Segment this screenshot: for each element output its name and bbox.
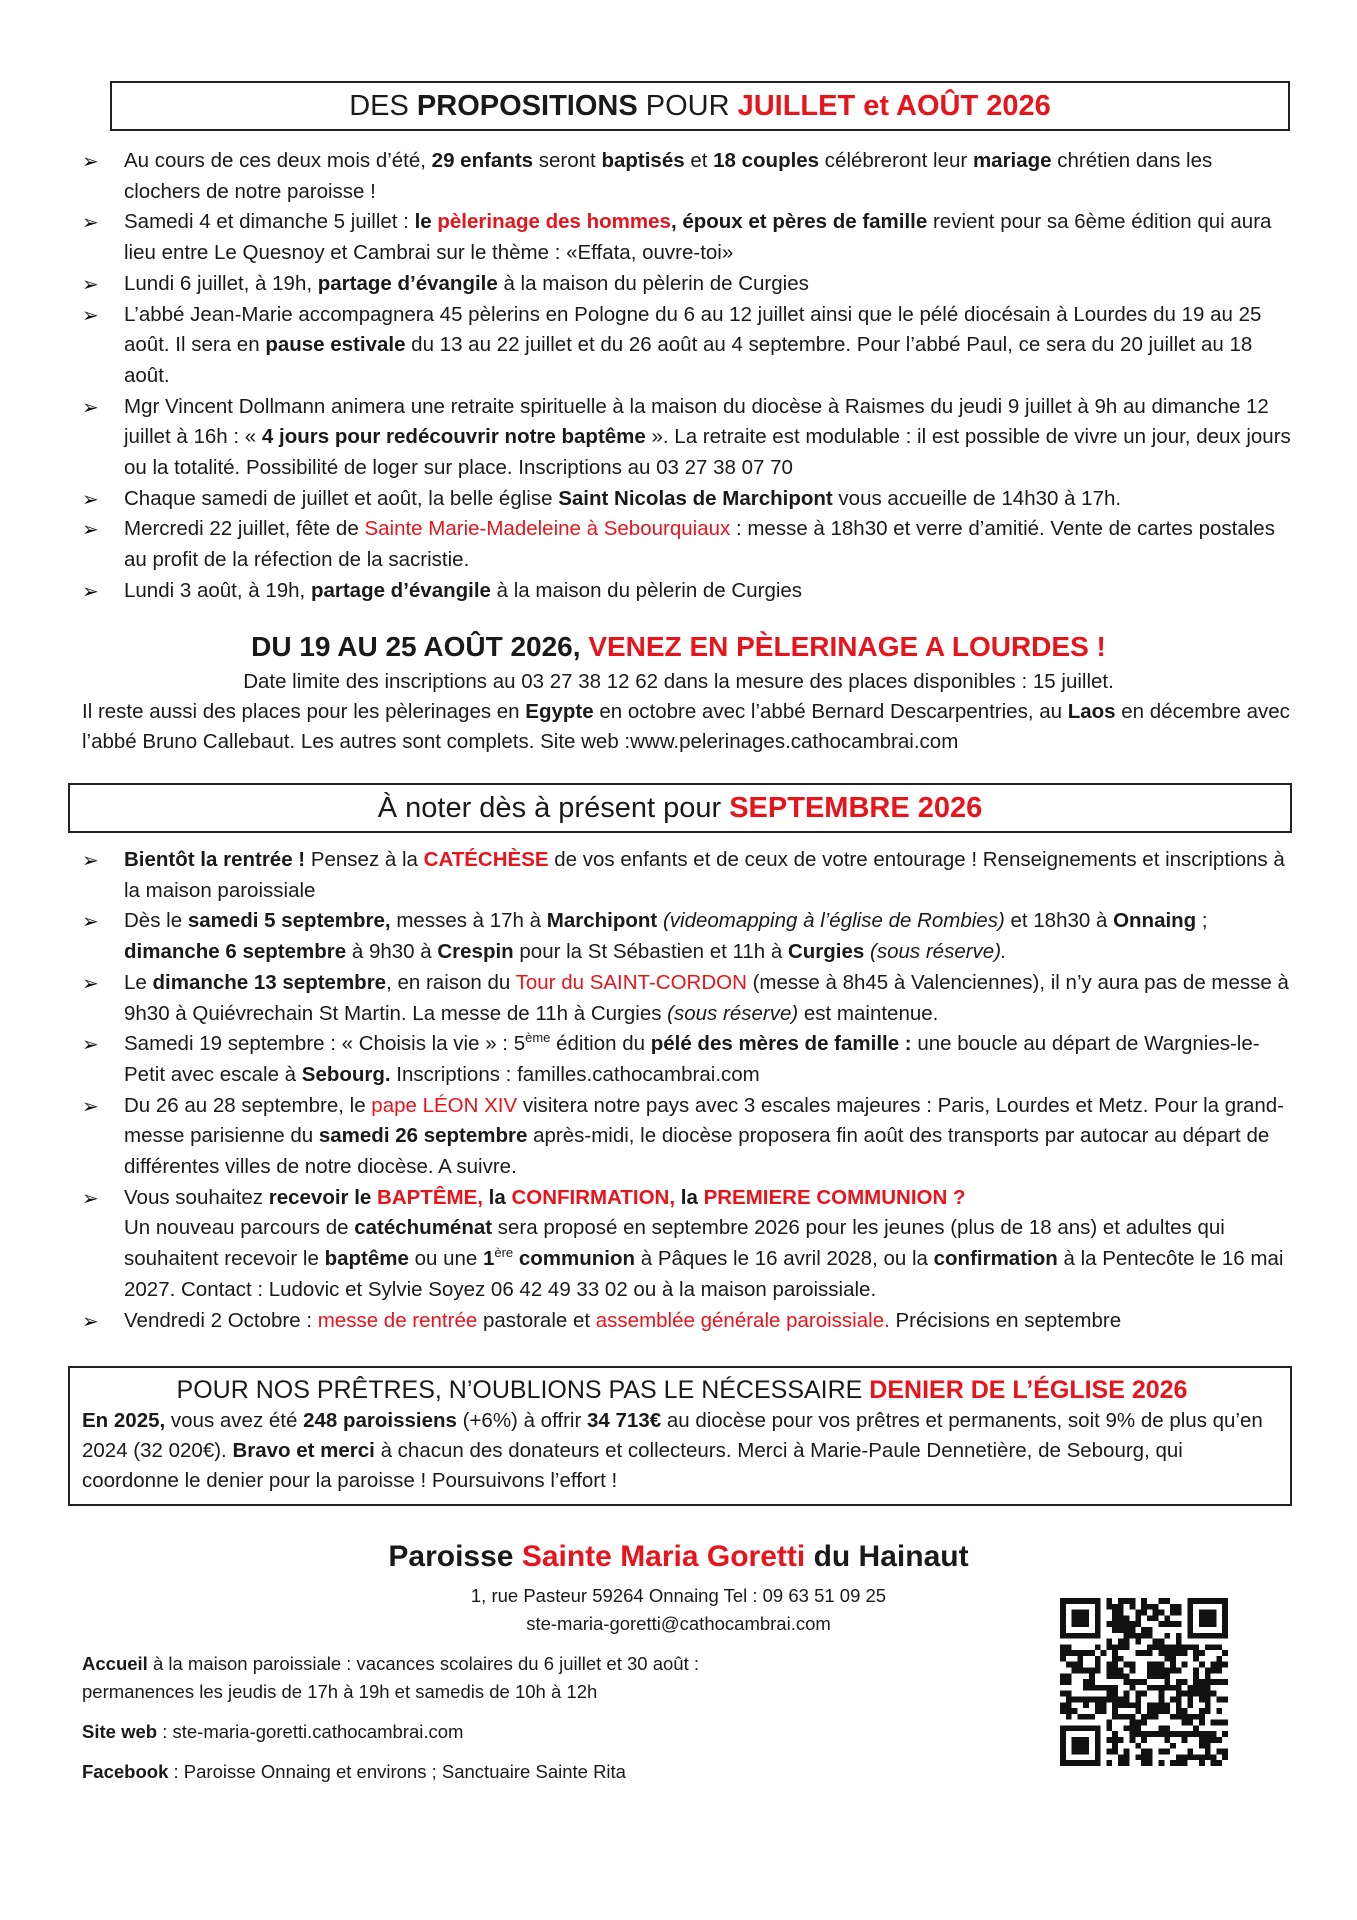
text-run: messes à 17h à	[390, 909, 547, 933]
bold-text: Bravo et merci	[232, 1439, 375, 1462]
text-run: Du 26 au 28 septembre, le	[124, 1093, 372, 1117]
bold-text: En 2025,	[82, 1409, 166, 1432]
text-run: Mercredi 22 juillet, fête de	[124, 517, 365, 541]
text-run: Précisions en septembre	[889, 1308, 1122, 1332]
headline-black: DU 19 AU 25 AOÛT 2026,	[251, 631, 589, 662]
text-run: à la maison du pèlerin de Curgies	[497, 271, 809, 295]
highlight-red-text: CATÉCHÈSE	[423, 848, 549, 871]
list-item	[82, 906, 1292, 967]
bold-text: 29 enfants	[431, 149, 534, 172]
bold-text: la	[482, 1185, 512, 1209]
text-run: au diocèse pour vos prêtres et permanents, soit 9% de plus qu’en 2024 (32 020€).	[82, 1409, 1263, 1462]
text-run: Samedi 4 et dimanche 5 juillet :	[124, 210, 415, 234]
text-run: à Pâques le 16 avril 2028, ou la	[635, 1247, 934, 1271]
lourdes-deadline: Date limite des inscriptions au 03 27 38 12 62 dans la mesure des places disponibles : 15 juillet.	[243, 670, 1114, 693]
text-run: revient pour sa 6ème édition qui aura lieu entre Le Quesnoy et Cambrai sur le thème : «Effata, ouvre-toi»	[124, 210, 1272, 265]
denier-text	[82, 1406, 1282, 1496]
accueil-text: à la maison paroissiale : vacances scolaires du 6 juillet et 30 août :	[147, 1653, 700, 1674]
text-run: Samedi 19 septembre : « Choisis la vie » : 5	[124, 1032, 526, 1056]
text-run: à 9h30 à	[346, 940, 438, 964]
text-run: Vendredi 2 Octobre :	[124, 1308, 318, 1332]
title-text: POUR	[637, 90, 738, 122]
text-run: en décembre avec l’abbé Bruno Callebaut. Les autres sont complets. Site web :www.pelerinages.cathocambrai.com	[82, 700, 1290, 753]
bold-text: Curgies	[787, 940, 865, 964]
title-red: JUILLET et AOÛT 2026	[737, 90, 1051, 122]
bold-text: Crespin	[437, 940, 514, 964]
text-run: à chacun des donateurs et collecteurs. Merci à Marie-Paule Dennetière, de Sebourg, qui coordonne le denier pour la paroisse ! Poursuivons l’effort !	[82, 1439, 1183, 1492]
parish-name	[0, 1537, 1357, 1577]
parish-email[interactable]: ste-maria-goretti@cathocambrai.com	[526, 1613, 831, 1634]
text-run: pastorale et	[477, 1308, 596, 1332]
denier-box	[68, 1366, 1292, 1506]
lourdes-headline	[0, 627, 1357, 667]
title-bold: PROPOSITIONS	[416, 90, 638, 122]
bold-text: 1	[482, 1247, 495, 1271]
text-run: ème	[525, 1030, 551, 1046]
list-item	[82, 845, 1292, 906]
text-run: à la maison du pèlerin de Curgies	[490, 578, 803, 602]
list-item	[82, 1091, 1292, 1183]
highlight-red-text: pape LÉON XIV	[371, 1093, 518, 1117]
text-run: (+6%) à offrir	[456, 1409, 588, 1432]
list-item	[82, 392, 1292, 484]
accueil-label: Accueil	[82, 1653, 148, 1674]
bold-text: dimanche 13 septembre	[152, 970, 387, 994]
text-run: Inscriptions : familles.cathocambrai.com	[390, 1062, 760, 1086]
highlight-red-text: pèlerinage des hommes	[437, 210, 671, 234]
text-run: Pensez à la	[305, 848, 424, 871]
website-info[interactable]	[82, 1718, 982, 1745]
text-run: une boucle au départ de Wargnies-le-Petit avec escale à	[124, 1032, 1260, 1086]
text-run: Vous souhaitez	[124, 1185, 269, 1209]
denier-title	[82, 1374, 1282, 1406]
headline-red: VENEZ EN PÈLERINAGE A LOURDES !	[588, 631, 1106, 662]
text-run: du 13 au 22 juillet et du 26 août au 4 septembre. Pour l’abbé Paul, ce sera du 20 juillet au 18 août.	[124, 333, 1253, 387]
list-item	[82, 1029, 1292, 1090]
text-run: et 18h30 à	[1004, 909, 1114, 933]
bold-text: communion	[513, 1247, 636, 1271]
text-run: après-midi, le diocèse proposera fin août des transports par autocar au départ de différentes villes de notre diocèse. A suivre.	[124, 1124, 1270, 1179]
bold-text: Sebourg.	[301, 1062, 391, 1086]
bold-text: 248 paroissiens	[303, 1409, 457, 1432]
bold-text: samedi 5 septembre,	[187, 909, 391, 933]
text-run: Mgr Vincent Dollmann animera une retraite spirituelle à la maison du diocèse à Raismes du jeudi 9 juillet à 9h au dimanche 12 juillet à 16h : «	[124, 394, 1269, 449]
bold-text: 18 couples	[713, 149, 820, 172]
list-item	[82, 1306, 1292, 1337]
text-run: vous accueille de 14h30 à 17h.	[832, 486, 1122, 510]
bold-text: 4 jours pour redécouvrir notre baptême	[261, 425, 646, 449]
bold-text: baptême	[324, 1247, 409, 1271]
text-run: sera proposé en septembre 2026 pour les jeunes (plus de 18 ans) et adultes qui souhaitent recevoir le	[124, 1216, 1225, 1271]
bold-text: Bientôt la rentrée !	[124, 848, 306, 871]
bold-text: Saint Nicolas de Marchipont	[558, 486, 833, 510]
bold-text: samedi 26 septembre	[318, 1124, 528, 1148]
bold-text: dimanche 6 septembre	[124, 940, 347, 964]
text-run: visitera notre pays avec 3 escales majeures : Paris, Lourdes et Metz. Pour la grand-messe parisienne du	[124, 1093, 1284, 1148]
bold-text: Laos	[1067, 700, 1116, 723]
text-run: chrétien dans les clochers de notre paroisse !	[124, 149, 1213, 203]
text-run: : messe à 18h30 et verre d’amitié. Vente de cartes postales au profit de la réfection de la sacristie.	[124, 517, 1275, 572]
title-red: SEPTEMBRE 2026	[729, 792, 983, 824]
lourdes-other-pilgrimages	[82, 697, 1297, 757]
bold-text: catéchuménat	[354, 1216, 493, 1240]
text-run: (sous réserve).	[870, 940, 1007, 964]
bold-text: partage d’évangile	[310, 578, 491, 602]
text-run: est maintenue.	[798, 1001, 939, 1025]
text-run: Chaque samedi de juillet et août, la belle église	[124, 486, 559, 510]
text-run: Un nouveau parcours de	[124, 1216, 355, 1240]
highlight-red-text: PREMIERE COMMUNION ?	[703, 1185, 966, 1209]
text-run: vous avez été	[165, 1409, 304, 1432]
list-item	[82, 514, 1292, 575]
section-title-september	[68, 783, 1292, 833]
parish-name-part: Paroisse	[388, 1540, 522, 1573]
text-run: Le	[124, 970, 153, 994]
text-run: (sous réserve)	[667, 1001, 799, 1025]
text-run: à la Pentecôte le 16 mai 2027. Contact : Ludovic et Sylvie Soyez 06 42 49 33 02 ou à la maison paroissiale.	[124, 1247, 1284, 1301]
facebook-label: Facebook	[82, 1761, 169, 1782]
highlight-red-text: CONFIRMATION,	[511, 1185, 676, 1209]
list-item	[82, 484, 1292, 515]
highlight-red-text: Tour du SAINT-CORDON	[515, 970, 747, 994]
list-item	[82, 968, 1292, 1029]
july-august-list	[82, 146, 1292, 607]
bold-text: mariage	[972, 149, 1052, 172]
denier-title-black: POUR NOS PRÊTRES, N’OUBLIONS PAS LE NÉCESSAIRE	[176, 1376, 870, 1404]
bold-text: confirmation	[933, 1247, 1058, 1271]
bold-text: la	[675, 1185, 704, 1209]
text-run: de vos enfants et de ceux de votre entourage ! Renseignements et inscriptions à la maison paroissiale	[124, 848, 1285, 902]
website-text: : ste-maria-goretti.cathocambrai.com	[157, 1721, 464, 1742]
bold-text: recevoir le	[268, 1185, 378, 1209]
text-run: seront	[533, 149, 602, 172]
accueil-hours: permanences les jeudis de 17h à 19h et samedis de 10h à 12h	[82, 1681, 598, 1702]
text-run: et	[684, 149, 714, 172]
denier-title-red: DENIER DE L’ÉGLISE 2026	[869, 1376, 1188, 1404]
list-item	[82, 207, 1292, 268]
list-item	[82, 576, 1292, 607]
section-title-july-august	[110, 81, 1290, 131]
qr-code-icon[interactable]	[1060, 1598, 1228, 1766]
bold-text: , époux et pères de famille	[670, 210, 928, 234]
text-run: (messe à 8h45 à Valenciennes), il n’y aura pas de messe à 9h30 à Quiévrechain St Martin. La messe de 11h à Curgies	[124, 970, 1289, 1025]
list-item	[82, 146, 1292, 207]
list-item	[82, 300, 1292, 392]
text-run: ère	[494, 1245, 514, 1261]
highlight-red-text: Sainte Marie-Madeleine à Sebourquiaux	[364, 517, 731, 541]
list-item	[82, 269, 1292, 300]
bold-text: 34 713€	[587, 1409, 662, 1432]
text-run: Lundi 6 juillet, à 19h,	[124, 271, 318, 295]
facebook-info[interactable]	[82, 1758, 982, 1785]
text-run: , en raison du	[386, 970, 516, 994]
text-run: Lundi 3 août, à 19h,	[124, 578, 311, 602]
list-item	[82, 1183, 1292, 1306]
text-run: ou une	[408, 1247, 483, 1271]
september-list	[82, 845, 1292, 1336]
title-text: À noter dès à présent pour	[377, 792, 730, 824]
bold-text: pélé des mères de famille :	[650, 1032, 912, 1056]
title-text: DES	[349, 90, 417, 122]
bold-text: pause estivale	[265, 333, 406, 357]
text-run: (videomapping à l’église de Rombies)	[662, 909, 1005, 933]
parish-address: 1, rue Pasteur 59264 Onnaing Tel : 09 63 51 09 25	[470, 1585, 887, 1606]
text-run: édition du	[550, 1032, 651, 1056]
parish-name-red: Sainte Maria Goretti	[521, 1540, 806, 1573]
text-run: pour la St Sébastien et 11h à	[513, 940, 788, 964]
highlight-red-text: messe de rentrée	[317, 1308, 478, 1332]
text-run: Dès le	[124, 909, 188, 933]
parish-name-part: du Hainaut	[805, 1540, 969, 1573]
text-run: Il reste aussi des places pour les pèlerinages en	[82, 700, 526, 723]
accueil-info	[82, 1650, 982, 1677]
text-run: en octobre avec l’abbé Bernard Descarpentries, au	[593, 700, 1068, 723]
bold-text: Onnaing	[1113, 909, 1197, 933]
bold-text: partage d’évangile	[317, 271, 498, 295]
bold-text: le	[414, 210, 438, 234]
text-run: ». La retraite est modulable : il est possible de vivre un jour, deux jours ou la totalité. Possibilité de loger sur place. Inscriptions au 03 27 38 07 70	[124, 425, 1291, 480]
bold-text: Egypte	[525, 700, 594, 723]
text-run: L’abbé Jean-Marie accompagnera 45 pèlerins en Pologne du 6 au 12 juillet ainsi que le pélé diocésain à Lourdes du 19 au 25 août. Il sera en	[124, 302, 1262, 357]
text-run: Au cours de ces deux mois d’été,	[124, 149, 432, 172]
bold-text: Marchipont	[546, 909, 658, 933]
text-run: ;	[1196, 909, 1208, 933]
highlight-red-text: assemblée générale paroissiale.	[595, 1308, 890, 1332]
facebook-text: : Paroisse Onnaing et environs ; Sanctuaire Sainte Rita	[168, 1761, 626, 1782]
bold-text: baptisés	[601, 149, 685, 172]
website-label: Site web	[82, 1721, 158, 1742]
highlight-red-text: BAPTÊME,	[377, 1185, 483, 1209]
text-run: célébreront leur	[819, 149, 973, 172]
